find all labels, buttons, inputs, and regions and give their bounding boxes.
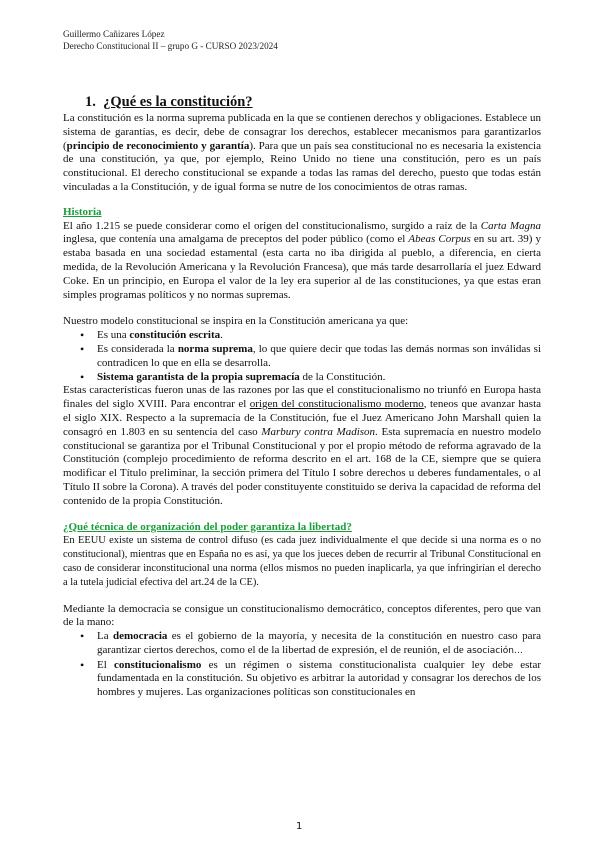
- historia-paragraph-3: [63, 384, 541, 508]
- historia-p3-underline: origen del constitucionalismo moderno: [249, 398, 424, 411]
- historia-p3-text-3: . Esta supremacía en nuestro modelo constitucional se garantiza por el Tribunal Constitucional y por el propio método de reforma agravado de la Constitución (complejo procedimiento de reforma descrito en el art. 168 de la CE, siempre que se quiera modificar el Título preliminar, la sección primera del Título I sobre derechos u deberes fundamentales, o al Título II sobre la Corona). A través del poder constituyente constituido se deriva la capacidad de reforma del contenido de la propia Constitución.: [63, 425, 541, 507]
- historia-paragraph-1: [63, 220, 541, 303]
- bullet-text: .: [220, 329, 223, 342]
- tecnica-bullet-list: [63, 630, 541, 700]
- page-header: [63, 28, 278, 52]
- historia-italic-carta-magna: Carta Magna: [480, 219, 542, 232]
- section-number: 1.: [85, 94, 96, 110]
- document-body: [63, 94, 541, 700]
- bullet-text: La: [97, 630, 114, 643]
- bullet-bold: norma suprema: [177, 342, 253, 355]
- bullet-bold: constitucionalismo: [113, 658, 202, 671]
- tecnica-heading: ¿Qué técnica de organización del poder garantiza la libertad?: [63, 520, 352, 533]
- header-course: Derecho Constitucional II – grupo G - CURSO 2023/2024: [63, 41, 278, 51]
- list-item: [97, 371, 541, 385]
- bullet-text: de la Constitución.: [299, 370, 386, 383]
- intro-text-1: La constitución es la norma suprema publicada en la que se contienen derechos y obligaciones. Establece un sistema de garantías, es decir, debe de consagrar los derechos, establecer mecanismos para garantizarlos (: [63, 112, 541, 152]
- historia-paragraph-2: Nuestro modelo constitucional se inspira en la Constitución americana ya que:: [63, 315, 409, 328]
- bullet-bold: democracia: [113, 630, 168, 643]
- historia-heading: Historia: [63, 205, 102, 218]
- bullet-text: , lo que quiere decir que todas las demás normas son inválidas si contradicen lo que en ella se desarrolla.: [97, 342, 541, 369]
- bullet-text-asociacion: asociación…: [466, 645, 523, 656]
- tecnica-paragraph-1: En EEUU existe un sistema de control difuso (es cada juez individualmente el que decide si una norma es o no constitucional), mientras que en España no es así, ya que los jueces deben de recurrir al Tribunal Constitucional en caso de considerar inconstitucional una norma (ellos mismos no pueden inaplicarla, ya que infringirían el derecho a la tutela judicial efectiva del art.24 de la CE).: [63, 535, 541, 588]
- bullet-bold: Sistema garantista de la propia supremacía: [97, 370, 300, 383]
- historia-bullet-list: [63, 329, 541, 384]
- intro-paragraph: [63, 112, 541, 195]
- historia-p3-text-2: , teneos que avanzar hasta el siglo XIX. Respecto a la supremacía de la Constitución, fue el Juez Americano John Marshall quien la consagró en 1.803 en su sentencia del caso: [63, 398, 542, 438]
- section-title: [85, 94, 541, 111]
- historia-p3-italic: Marbury contra Madison: [261, 425, 376, 438]
- tecnica-paragraph-2: Mediante la democracia se consigue un constitucionalismo democrático, conceptos diferentes, pero que van de la mano:: [63, 602, 541, 629]
- bullet-text: Es una: [97, 329, 130, 342]
- bullet-text: es un régimen o sistema constitucionalista cualquier ley debe estar fundamentada en la constitución. Su objetivo es arbitrar la autoridad y consagrar los derechos de los hombres y mujeres. Las organizaciones políticas son constitucionales en: [97, 658, 541, 699]
- intro-bold: principio de reconocimiento y garantía: [66, 139, 250, 152]
- intro-text-2: ). Para que un país sea constitucional no es necesaria la existencia de una constitución, ya que, por ejemplo, Reino Unido no tiene una constitución, pero es un país constitucional. El derecho constitucional se expande a todas las ramas del derecho, puesto que todas están vinculadas a la Constitución, y de igual forma se nutre de los conocimientos de otras ramas.: [63, 139, 541, 193]
- bullet-text: es el gobierno de la mayoría, y necesita de la constitución en nuestro caso para garantizar ciertos derechos, como el de la libertad de expresión, el de reunión, el de: [97, 630, 541, 656]
- list-item: [97, 659, 541, 700]
- historia-text-1: El año 1.215 se puede considerar como el origen del constitucionalismo, surgido a raíz de la: [63, 219, 481, 232]
- header-author: Guillermo Cañizares López: [63, 29, 165, 39]
- list-item: [97, 329, 541, 343]
- historia-text-2: inglesa, que contenía una amalgama de preceptos del poder público (como el: [63, 233, 409, 246]
- section-title-text: ¿Qué es la constitución?: [103, 94, 253, 110]
- bullet-bold: constitución escrita: [129, 329, 221, 342]
- historia-italic-abeas-corpus: Abeas Corpus: [408, 233, 471, 246]
- historia-p3-text-1: Estas características fueron unas de las razones por las que el constitucionalismo no triunfó en Europa hasta finales del siglo XVIII. Para encontrar el: [63, 384, 541, 411]
- bullet-text: Es considerada la: [97, 342, 178, 355]
- page-number: 1: [296, 821, 303, 832]
- list-item: [97, 630, 541, 659]
- historia-text-3: en su art. 39) y estaba basada en una sociedad estamental (esta carta no iba dirigida al pueblo, a diferencia, en cierta medida, de la Revolución Americana y la Revolución Francesa), que más tarde desarrollaría el juez Edward Coke. En un principio, en Europa el valor de la ley era superior al de las constituciones, ya que estas eran simples programas políticos y no normas supremas.: [63, 233, 541, 301]
- list-item: [97, 343, 541, 371]
- bullet-text: El: [97, 658, 114, 671]
